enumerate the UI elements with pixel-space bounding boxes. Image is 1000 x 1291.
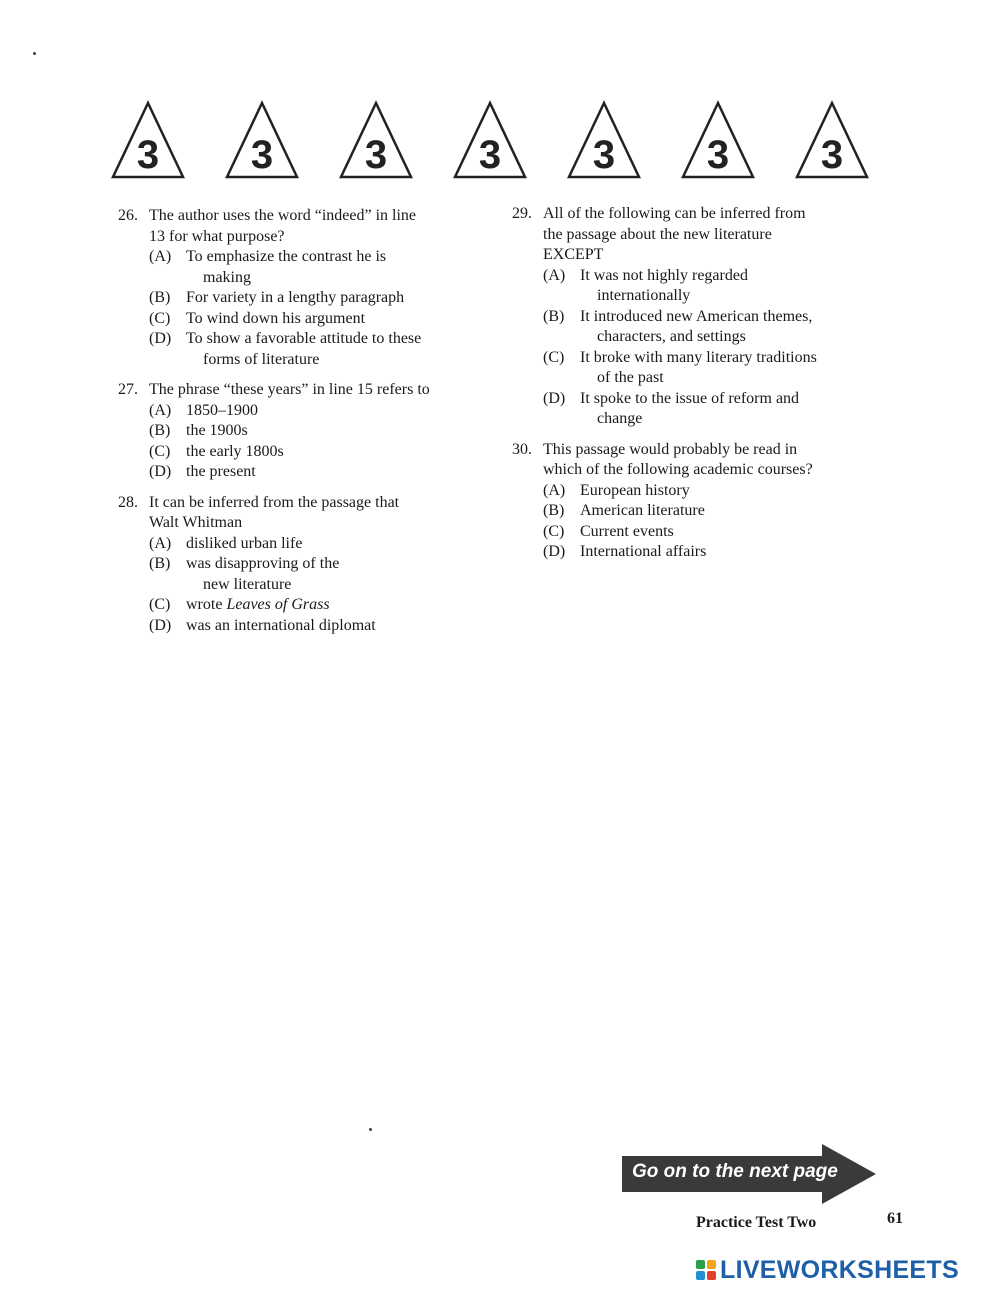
answer-choices xyxy=(118,534,478,637)
choice-text xyxy=(580,266,872,287)
choice-text xyxy=(186,329,478,350)
logo-square xyxy=(696,1271,705,1280)
choice-letter: (D) xyxy=(149,463,172,480)
choice-text-content: International affairs xyxy=(580,543,707,560)
choice-text-content: It spoke to the issue of reform and xyxy=(580,389,800,407)
questions-left-column xyxy=(118,206,478,646)
section-number: 3 xyxy=(478,133,502,177)
question-stem-line: The author uses the word “indeed” in line xyxy=(149,207,417,224)
choice-text-content: of the past xyxy=(597,369,664,386)
choice-letter: (A) xyxy=(149,401,172,419)
choice-letter: (B) xyxy=(149,289,171,306)
choice-letter: (A) xyxy=(543,266,566,284)
choice-letter: (B) xyxy=(543,502,565,519)
answer-choice[interactable] xyxy=(512,542,872,563)
question-stem xyxy=(118,493,478,534)
section-triangle-icon xyxy=(338,100,414,180)
choice-letter: (C) xyxy=(149,309,171,327)
question-stem-line: It can be inferred from the passage that xyxy=(149,493,400,511)
choice-text xyxy=(186,401,478,422)
answer-choice[interactable] xyxy=(512,348,872,389)
question-block xyxy=(118,206,478,370)
choice-text-content: 1850–1900 xyxy=(186,401,258,419)
choice-text xyxy=(186,595,478,616)
choice-text-content: internationally xyxy=(597,287,691,304)
next-page-label: Go on to the next page xyxy=(632,1161,838,1182)
choice-text xyxy=(186,247,478,268)
question-block xyxy=(118,380,478,483)
question-stem-line: the passage about the new literature xyxy=(543,225,772,243)
scan-speck xyxy=(33,52,36,55)
choice-text xyxy=(580,542,872,563)
section-triangle-icon xyxy=(452,100,528,180)
section-number: 3 xyxy=(136,133,160,177)
answer-choices xyxy=(512,266,872,430)
answer-choice[interactable] xyxy=(118,442,478,463)
choice-text-content: the 1900s xyxy=(186,422,248,439)
choice-letter: (B) xyxy=(149,555,171,572)
choice-text xyxy=(580,481,872,502)
choice-letter: (C) xyxy=(149,596,171,613)
question-stem xyxy=(512,440,872,481)
section-triangle-icon xyxy=(680,100,756,180)
watermark-text: LIVEWORKSHEETS xyxy=(720,1255,959,1284)
choice-letter: (B) xyxy=(543,307,565,325)
questions-right-column xyxy=(512,204,872,573)
liveworksheets-logo-icon xyxy=(695,1259,717,1281)
answer-choice[interactable] xyxy=(512,501,872,522)
answer-choice[interactable] xyxy=(118,462,478,483)
choice-text xyxy=(580,389,872,410)
question-stem-line: 13 for what purpose? xyxy=(149,227,285,245)
answer-choice[interactable] xyxy=(118,534,478,555)
section-triangle-icon xyxy=(794,100,870,180)
answer-choice[interactable] xyxy=(118,329,478,370)
choice-text xyxy=(186,462,478,483)
section-triangle-icon xyxy=(110,100,186,180)
answer-choice[interactable] xyxy=(512,389,872,430)
choice-letter: (A) xyxy=(149,534,172,552)
choice-text-content: To emphasize the contrast he is xyxy=(186,248,387,265)
choice-text-content: It was not highly regarded xyxy=(580,266,748,284)
section-number: 3 xyxy=(592,133,616,177)
question-block xyxy=(118,493,478,637)
section-number: 3 xyxy=(364,133,388,177)
answer-choice[interactable] xyxy=(118,401,478,422)
choice-letter: (A) xyxy=(543,481,566,499)
answer-choice[interactable] xyxy=(118,247,478,288)
question-stem-line: This passage would probably be read in xyxy=(543,440,798,458)
choice-text xyxy=(186,554,478,575)
choice-text-content: Current events xyxy=(580,522,674,540)
footer-title: Practice Test Two xyxy=(696,1214,817,1231)
choice-text-content: It broke with many literary traditions xyxy=(580,348,817,366)
choice-letter: (D) xyxy=(543,389,566,407)
choice-text-content: forms of literature xyxy=(203,350,320,368)
choice-text-content: European history xyxy=(580,481,690,499)
answer-choice[interactable] xyxy=(512,522,872,543)
question-stem-line: All of the following can be inferred from xyxy=(543,205,806,222)
choice-text-content: making xyxy=(203,268,251,286)
answer-choice[interactable] xyxy=(118,421,478,442)
question-stem-line: The phrase “these years” in line 15 refers to xyxy=(149,381,430,398)
question-stem-line: which of the following academic courses? xyxy=(543,461,813,478)
choice-text-content: disliked urban life xyxy=(186,534,303,552)
next-page-arrow[interactable] xyxy=(622,1144,878,1204)
question-block xyxy=(512,204,872,430)
section-number: 3 xyxy=(250,133,274,177)
choice-text xyxy=(186,350,478,371)
answer-choices xyxy=(118,247,478,370)
section-number: 3 xyxy=(820,133,844,177)
section-marker-row xyxy=(110,100,880,182)
logo-square xyxy=(707,1271,716,1280)
answer-choice[interactable] xyxy=(118,288,478,309)
question-stem-line: EXCEPT xyxy=(543,246,604,263)
choice-letter: (D) xyxy=(149,330,172,347)
choice-text xyxy=(580,327,872,348)
choice-text xyxy=(186,575,478,596)
choice-text xyxy=(186,309,478,330)
choice-text xyxy=(580,368,872,389)
scan-speck xyxy=(369,1128,372,1131)
choice-text xyxy=(186,616,478,637)
section-number: 3 xyxy=(706,133,730,177)
answer-choices xyxy=(118,401,478,483)
answer-choice[interactable] xyxy=(118,309,478,330)
question-stem xyxy=(118,206,478,247)
choice-text-content: was disapproving of the xyxy=(186,555,340,572)
choice-letter: (C) xyxy=(543,522,565,540)
choice-text xyxy=(186,442,478,463)
question-number: 27. xyxy=(118,381,138,398)
choice-text-content: wrote xyxy=(186,596,227,613)
choice-letter: (A) xyxy=(149,248,172,265)
choice-text-content: the early 1800s xyxy=(186,442,284,460)
choice-letter: (D) xyxy=(543,543,566,560)
section-triangle-icon xyxy=(566,100,642,180)
answer-choice[interactable] xyxy=(512,481,872,502)
choice-letter: (C) xyxy=(543,348,565,366)
choice-text xyxy=(186,421,478,442)
question-number: 28. xyxy=(118,493,138,511)
answer-choice[interactable] xyxy=(512,266,872,307)
choice-text xyxy=(580,307,872,328)
logo-square xyxy=(696,1260,705,1269)
question-number: 26. xyxy=(118,207,138,224)
choice-letter: (D) xyxy=(149,616,172,634)
book-title: Leaves of Grass xyxy=(226,596,330,613)
answer-choice[interactable] xyxy=(512,307,872,348)
choice-letter: (C) xyxy=(149,442,171,460)
section-triangle-icon xyxy=(224,100,300,180)
question-stem xyxy=(512,204,872,266)
choice-text xyxy=(580,522,872,543)
page-number: 61 xyxy=(887,1210,903,1227)
question-number: 29. xyxy=(512,205,532,222)
choice-text-content: It introduced new American themes, xyxy=(580,307,813,325)
choice-text xyxy=(580,409,872,430)
question-stem xyxy=(118,380,478,401)
question-block xyxy=(512,440,872,563)
choice-text-content: American literature xyxy=(580,502,705,519)
choice-text xyxy=(186,288,478,309)
choice-text xyxy=(186,268,478,289)
choice-text-content: change xyxy=(597,410,643,427)
choice-text xyxy=(186,534,478,555)
answer-choices xyxy=(512,481,872,563)
choice-text-content: new literature xyxy=(203,575,292,593)
choice-text-content: was an international diplomat xyxy=(186,616,376,634)
choice-text-content: the present xyxy=(186,463,256,480)
logo-square xyxy=(707,1260,716,1269)
choice-text-content: characters, and settings xyxy=(597,328,746,345)
liveworksheets-watermark xyxy=(695,1255,959,1285)
choice-letter: (B) xyxy=(149,422,171,439)
choice-text xyxy=(580,348,872,369)
choice-text xyxy=(580,501,872,522)
choice-text xyxy=(580,286,872,307)
answer-choice[interactable] xyxy=(118,554,478,595)
question-number: 30. xyxy=(512,440,532,458)
choice-text-content: To wind down his argument xyxy=(186,309,366,327)
choice-text-content: To show a favorable attitude to these xyxy=(186,330,422,347)
answer-choice[interactable] xyxy=(118,616,478,637)
question-stem-line: Walt Whitman xyxy=(149,514,243,531)
choice-text-content: For variety in a lengthy paragraph xyxy=(186,289,405,306)
answer-choice[interactable] xyxy=(118,595,478,616)
